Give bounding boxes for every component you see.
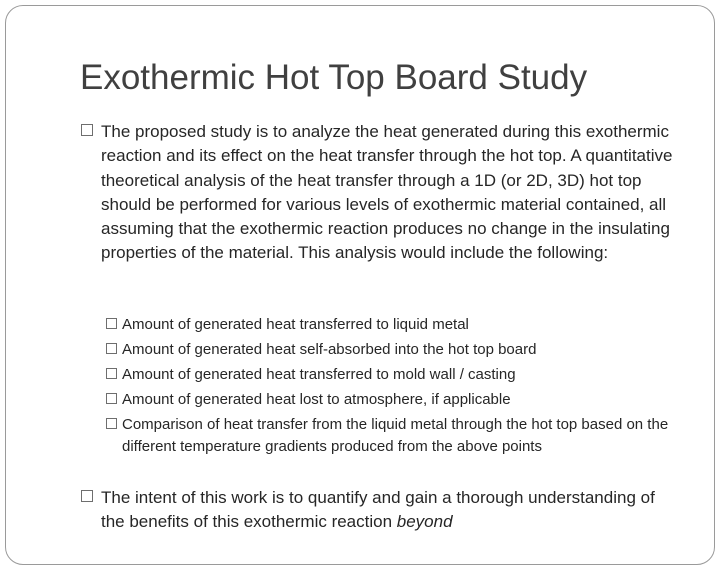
sub-bullet-text: Amount of generated heat self-absorbed into the hot top board [122, 341, 537, 358]
hollow-square-bullet-icon [106, 318, 117, 329]
sub-bullet-text: Comparison of heat transfer from the liquid metal through the hot top based on the different temperature gradients produced from the above points [122, 416, 669, 456]
hollow-square-bullet-icon [81, 124, 93, 136]
hollow-square-bullet-icon [81, 490, 93, 502]
hollow-square-bullet-icon [106, 393, 117, 404]
hollow-square-bullet-icon [106, 343, 117, 354]
sub-bullet-text: Amount of generated heat lost to atmosphere, if applicable [122, 391, 511, 408]
bullet-emphasis: beyond [396, 512, 453, 532]
hollow-square-bullet-icon [106, 368, 117, 379]
sub-bullet-self-absorbed [122, 339, 692, 361]
bullet-text: The intent of this work is to quantify and gain a thorough understanding of the benefits of this exothermic reaction [101, 488, 655, 532]
slide-title: Exothermic Hot Top Board Study [80, 58, 588, 97]
sub-bullet-comparison [122, 414, 697, 458]
sub-bullet-atmosphere [122, 389, 692, 411]
hollow-square-bullet-icon [106, 418, 117, 429]
sub-bullet-text: Amount of generated heat transferred to mold wall / casting [122, 366, 516, 383]
bullet-proposed-study [101, 120, 681, 266]
bullet-intent [101, 486, 681, 535]
sub-bullet-text: Amount of generated heat transferred to liquid metal [122, 316, 469, 333]
sub-bullet-mold-wall [122, 364, 692, 386]
bullet-text: The proposed study is to analyze the heat generated during this exothermic reaction and its effect on the heat transfer through the hot top. A quantitative theoretical analysis of the heat transfer through a 1D (or 2D, 3D) hot top should be performed for various levels of exothermic material contained, all assuming that the exothermic reaction produces no change in the insulating properties of the material. This analysis would include the following: [101, 122, 673, 263]
sub-bullet-liquid-metal [122, 314, 692, 336]
